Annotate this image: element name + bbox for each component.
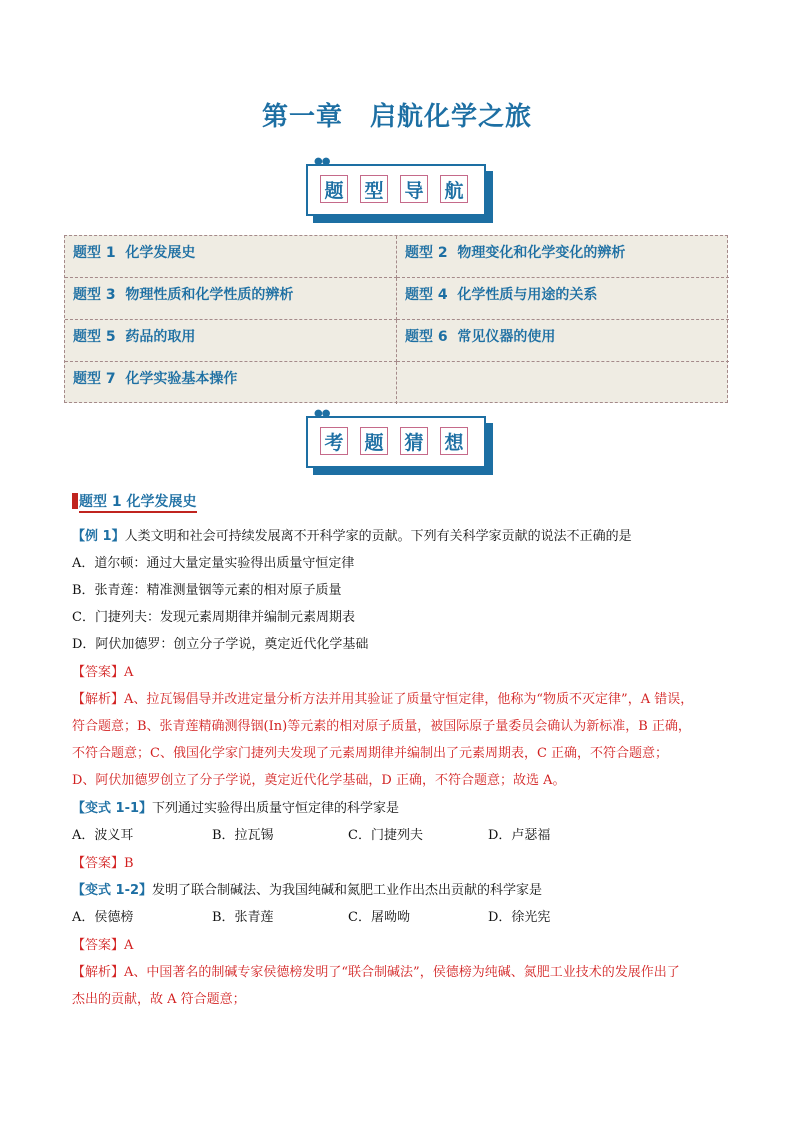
analysis-line: 不符合题意；C、俄国化学家门捷列夫发现了元素周期律并编制出了元素周期表，C 正确，不符合题意； — [72, 746, 669, 761]
banner-char: 导 — [400, 175, 428, 203]
type-cell[interactable]: 题型 7 化学实验基本操作 — [65, 362, 397, 404]
option: D．阿伏加德罗：创立分子学说，奠定近代化学基础 — [72, 637, 369, 652]
option: B．张青莲：精准测量铟等元素的相对原子质量 — [72, 583, 342, 598]
banner-char: 题 — [360, 427, 388, 455]
example-label: 【例 1】 — [72, 529, 125, 544]
option: C．门捷列夫 — [348, 828, 423, 843]
answer-line: 【答案】A — [72, 938, 134, 953]
banner-box — [306, 156, 486, 216]
type-cell[interactable]: 题型 4 化学性质与用途的关系 — [397, 278, 729, 320]
type-cell[interactable]: 题型 6 常见仪器的使用 — [397, 320, 729, 362]
option: A．道尔顿：通过大量定量实验得出质量守恒定律 — [72, 556, 355, 571]
banner-char: 考 — [320, 427, 348, 455]
option: A．侯德榜 — [72, 910, 134, 925]
type-cell[interactable]: 题型 5 药品的取用 — [65, 320, 397, 362]
variant-1-2-stem: 【变式 1-2】发明了联合制碱法、为我国纯碱和氮肥工业作出杰出贡献的科学家是 — [72, 883, 543, 898]
variant-label: 【变式 1-1】 — [72, 801, 153, 816]
variant-1-1-stem: 【变式 1-1】下列通过实验得出质量守恒定律的科学家是 — [72, 801, 400, 816]
type-cell[interactable]: 题型 1 化学发展史 — [65, 236, 397, 278]
analysis-line: 符合题意；B、张青莲精确测得铟(In)等元素的相对原子质量，被国际原子量委员会确认为新标准，B 正确， — [72, 719, 691, 734]
chapter-title: 第一章 启航化学之旅 — [261, 102, 532, 132]
option: D．卢瑟福 — [488, 828, 551, 843]
pin-icon: ●● — [314, 408, 330, 419]
section-heading: 题型 1 化学发展史 — [72, 491, 197, 511]
options-row — [72, 827, 550, 845]
variant-label: 【变式 1-2】 — [72, 883, 153, 898]
banner-exam-guess — [306, 408, 486, 474]
example-1-stem: 【例 1】人类文明和社会可持续发展离不开科学家的贡献。下列有关科学家贡献的说法不正确的是 — [72, 529, 632, 544]
question-type-grid — [64, 235, 728, 403]
heading-bar — [72, 493, 78, 509]
analysis-line: 杰出的贡献，故 A 符合题意； — [72, 992, 246, 1007]
option: B．拉瓦锡 — [212, 828, 274, 843]
option: C．屠呦呦 — [348, 910, 410, 925]
analysis-line: 【解析】A、中国著名的制碱专家侯德榜发明了“联合制碱法”，侯德榜为纯碱、氮肥工业技术的发展作出了 — [72, 965, 680, 980]
answer-line: 【答案】A — [72, 665, 134, 680]
banner-char: 题 — [320, 175, 348, 203]
answer-line: 【答案】B — [72, 856, 134, 871]
type-cell[interactable]: 题型 2 物理变化和化学变化的辨析 — [397, 236, 729, 278]
banner-char: 想 — [440, 427, 468, 455]
options-row — [72, 909, 550, 927]
banner-char: 航 — [440, 175, 468, 203]
type-cell-empty — [397, 362, 729, 404]
banner-question-types — [306, 156, 486, 222]
option: C．门捷列夫：发现元素周期律并编制元素周期表 — [72, 610, 355, 625]
banner-char: 猜 — [400, 427, 428, 455]
type-cell[interactable]: 题型 3 物理性质和化学性质的辨析 — [65, 278, 397, 320]
banner-box — [306, 408, 486, 468]
option: D．徐光宪 — [488, 910, 551, 925]
analysis-line: 【解析】A、拉瓦锡倡导并改进定量分析方法并用其验证了质量守恒定律，他称为“物质不灭定律”，A 错误， — [72, 692, 694, 707]
pin-icon: ●● — [314, 156, 330, 167]
option: B．张青莲 — [212, 910, 274, 925]
option: A．波义耳 — [72, 828, 134, 843]
banner-char: 型 — [360, 175, 388, 203]
analysis-line: D、阿伏加德罗创立了分子学说，奠定近代化学基础，D 正确，不符合题意；故选 A。 — [72, 773, 566, 788]
